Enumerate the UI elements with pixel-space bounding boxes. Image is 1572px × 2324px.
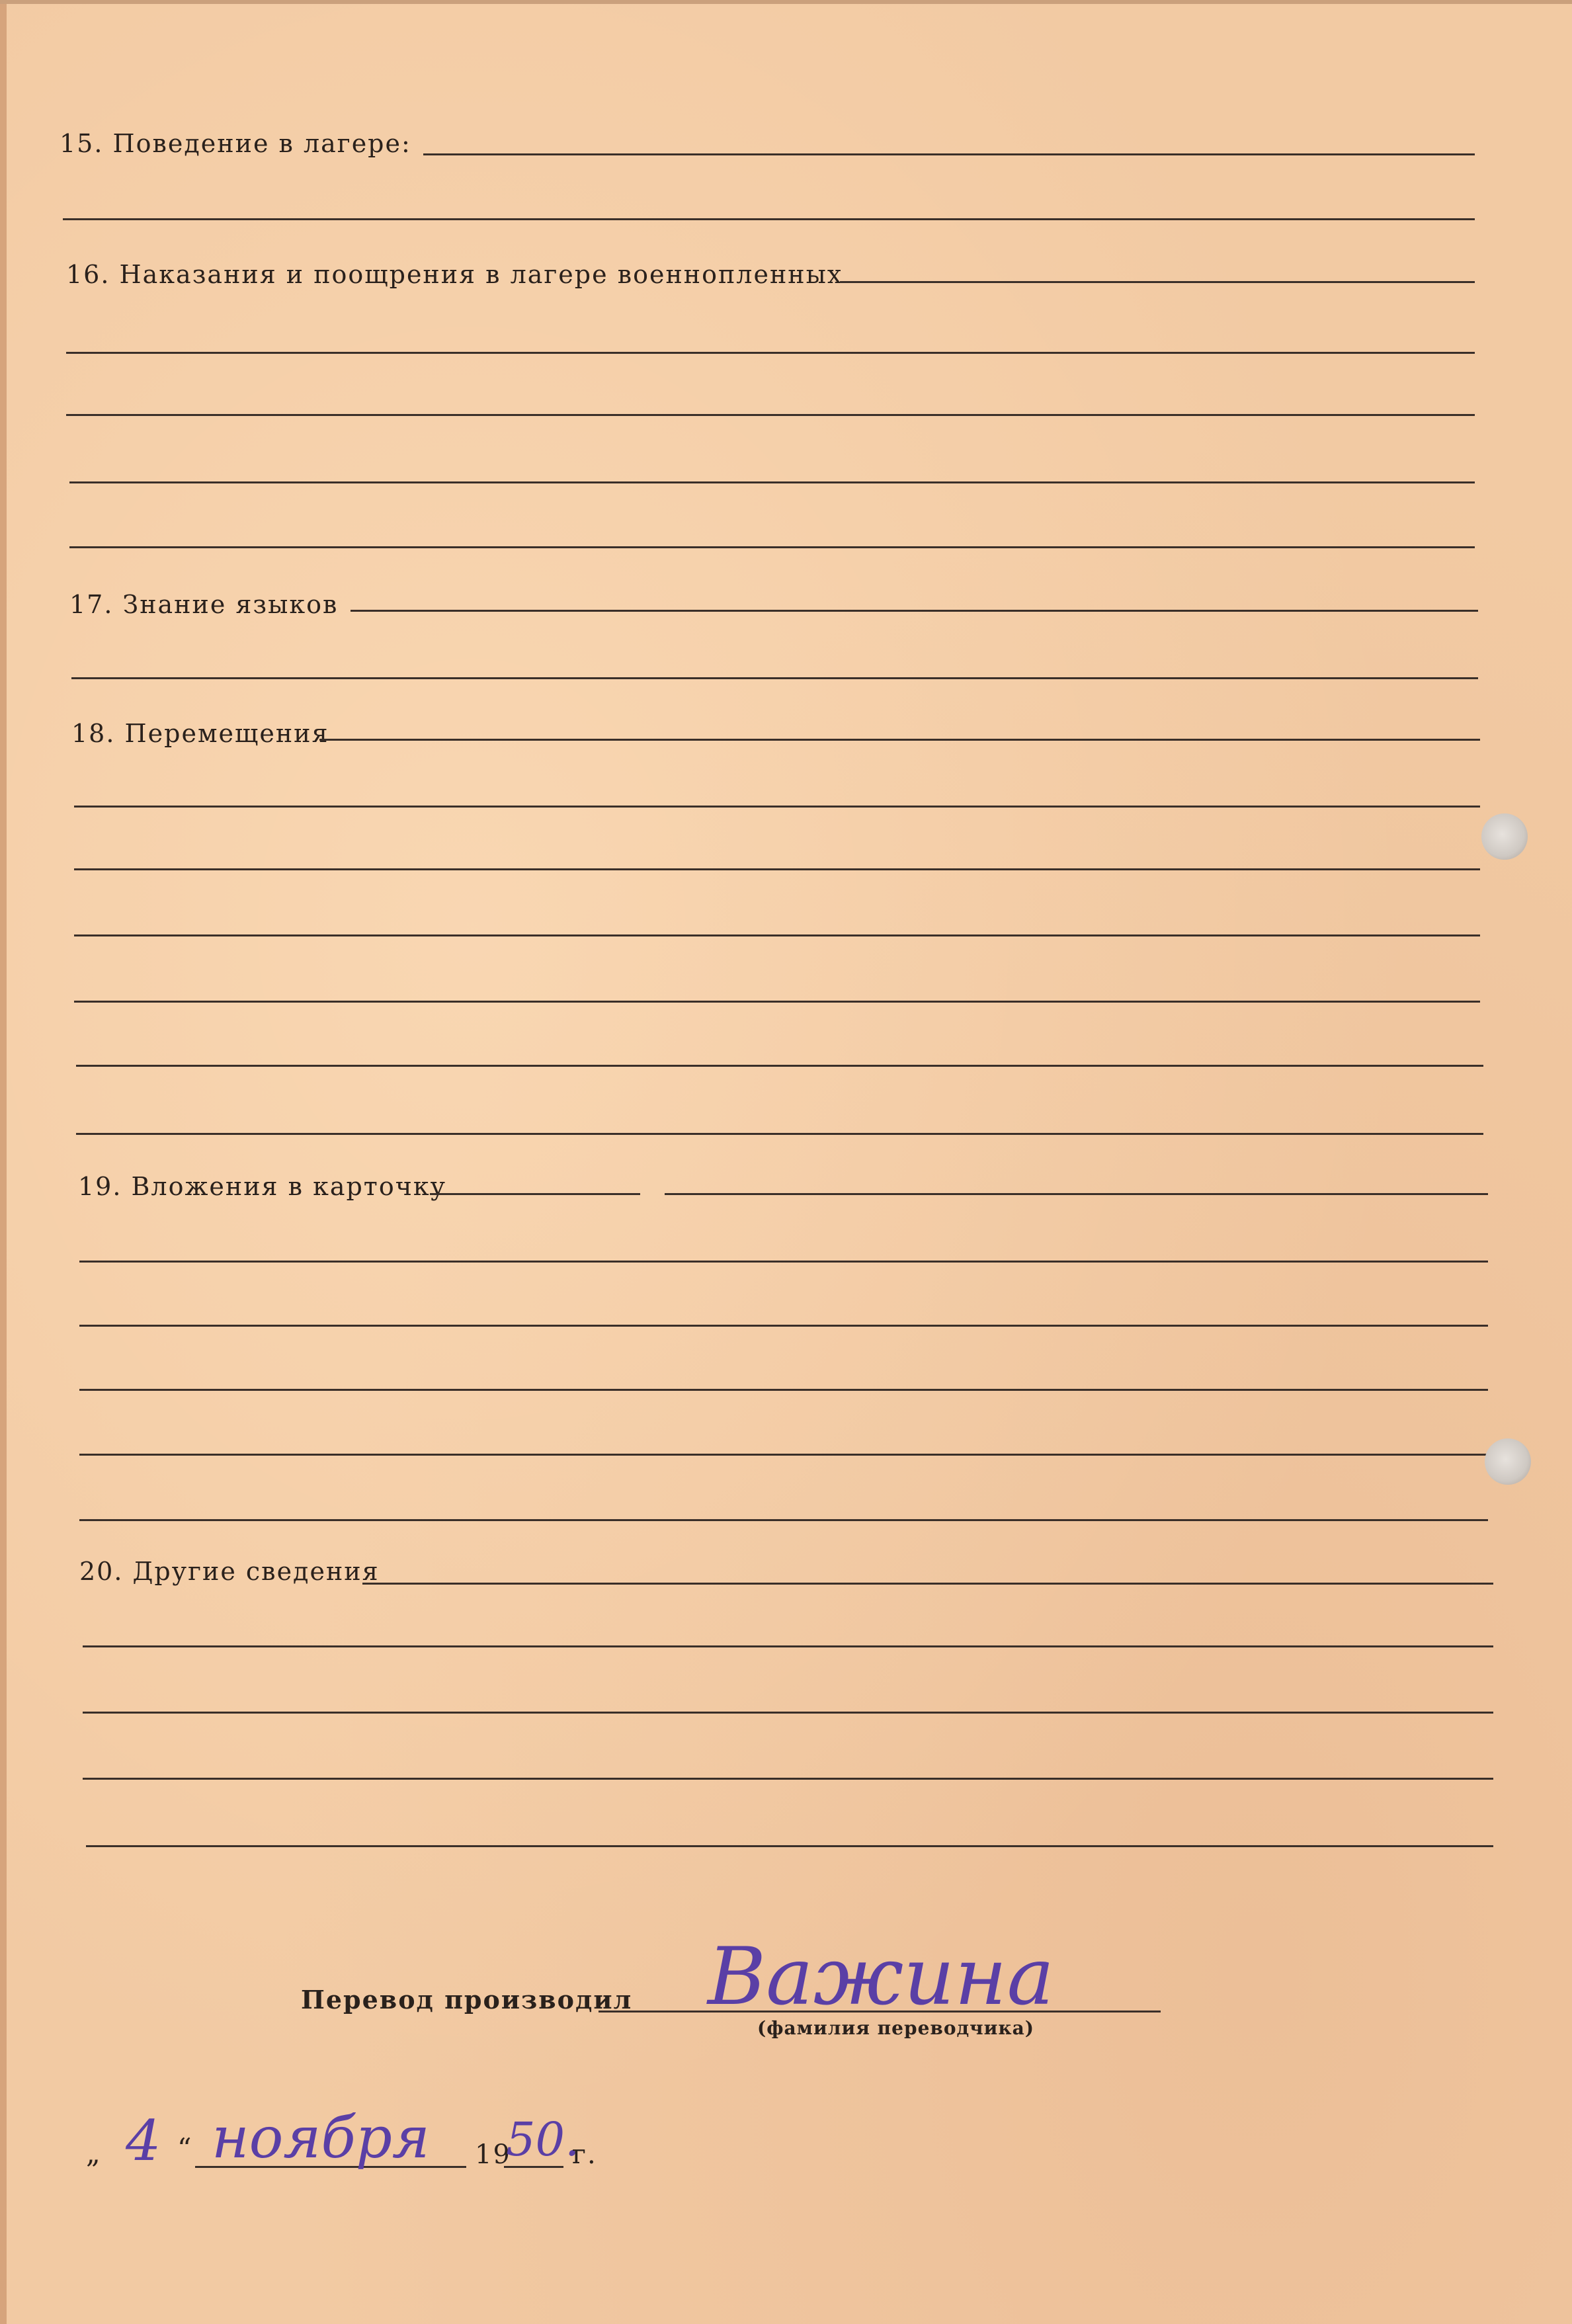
item-18-label: 18. Перемещения bbox=[71, 719, 329, 748]
item-15-line-1[interactable] bbox=[423, 153, 1475, 155]
translator-signature: Важина bbox=[708, 1931, 1055, 2023]
item-17-line-2[interactable] bbox=[71, 677, 1478, 679]
date-year-prefix: 19 bbox=[475, 2139, 511, 2170]
item-18-line-6[interactable] bbox=[76, 1065, 1483, 1067]
punch-hole-upper bbox=[1481, 813, 1528, 860]
item-16-line-4[interactable] bbox=[69, 481, 1475, 483]
item-20-line-5[interactable] bbox=[86, 1845, 1493, 1847]
item-19-label: 19. Вложения в карточку bbox=[78, 1172, 446, 1201]
item-18-line-3[interactable] bbox=[74, 868, 1480, 870]
date-year-end: г. bbox=[572, 2139, 597, 2170]
item-17-label: 17. Знание языков bbox=[69, 590, 339, 619]
item-18-line-1[interactable] bbox=[319, 739, 1480, 741]
item-20-line-3[interactable] bbox=[83, 1712, 1493, 1714]
item-20-label: 20. Другие сведения bbox=[79, 1557, 380, 1586]
date-open-quote: „ bbox=[86, 2137, 102, 2169]
item-19-line-2[interactable] bbox=[79, 1261, 1488, 1263]
paper-edge bbox=[0, 0, 7, 2324]
item-18-line-4[interactable] bbox=[74, 934, 1480, 936]
item-18-line-7[interactable] bbox=[76, 1133, 1483, 1135]
item-15-line-2[interactable] bbox=[63, 218, 1475, 220]
item-16-line-5[interactable] bbox=[69, 546, 1475, 548]
date-year-suffix: 50. bbox=[506, 2112, 580, 2167]
translator-caption: (фамилия переводчика) bbox=[757, 2017, 1035, 2039]
item-19-line-5[interactable] bbox=[79, 1454, 1488, 1456]
date-close-quote: “ bbox=[177, 2132, 193, 2165]
punch-hole-lower bbox=[1485, 1438, 1531, 1485]
item-20-line-2[interactable] bbox=[83, 1645, 1493, 1647]
translator-label: Перевод производил bbox=[301, 1985, 633, 2014]
item-19-line-4[interactable] bbox=[79, 1389, 1488, 1391]
date-month: ноября bbox=[212, 2105, 430, 2171]
item-20-line-4[interactable] bbox=[83, 1778, 1493, 1780]
item-16-line-2[interactable] bbox=[66, 352, 1475, 354]
item-17-line-1[interactable] bbox=[351, 610, 1478, 612]
paper-edge-top bbox=[0, 0, 1572, 4]
item-18-line-2[interactable] bbox=[74, 806, 1480, 808]
item-18-line-5[interactable] bbox=[74, 1001, 1480, 1003]
item-19-line-6[interactable] bbox=[79, 1519, 1488, 1521]
item-19-line-1a[interactable] bbox=[430, 1193, 640, 1195]
item-20-line-1[interactable] bbox=[362, 1583, 1493, 1585]
item-16-line-3[interactable] bbox=[66, 414, 1475, 416]
item-16-line-1[interactable] bbox=[840, 281, 1475, 283]
item-16-label: 16. Наказания и поощрения в лагере военнопленных bbox=[66, 260, 843, 289]
item-19-line-3[interactable] bbox=[79, 1325, 1488, 1327]
item-19-line-1b[interactable] bbox=[665, 1193, 1488, 1195]
item-15-label: 15. Поведение в лагере: bbox=[60, 129, 411, 158]
date-day: 4 bbox=[126, 2108, 161, 2173]
